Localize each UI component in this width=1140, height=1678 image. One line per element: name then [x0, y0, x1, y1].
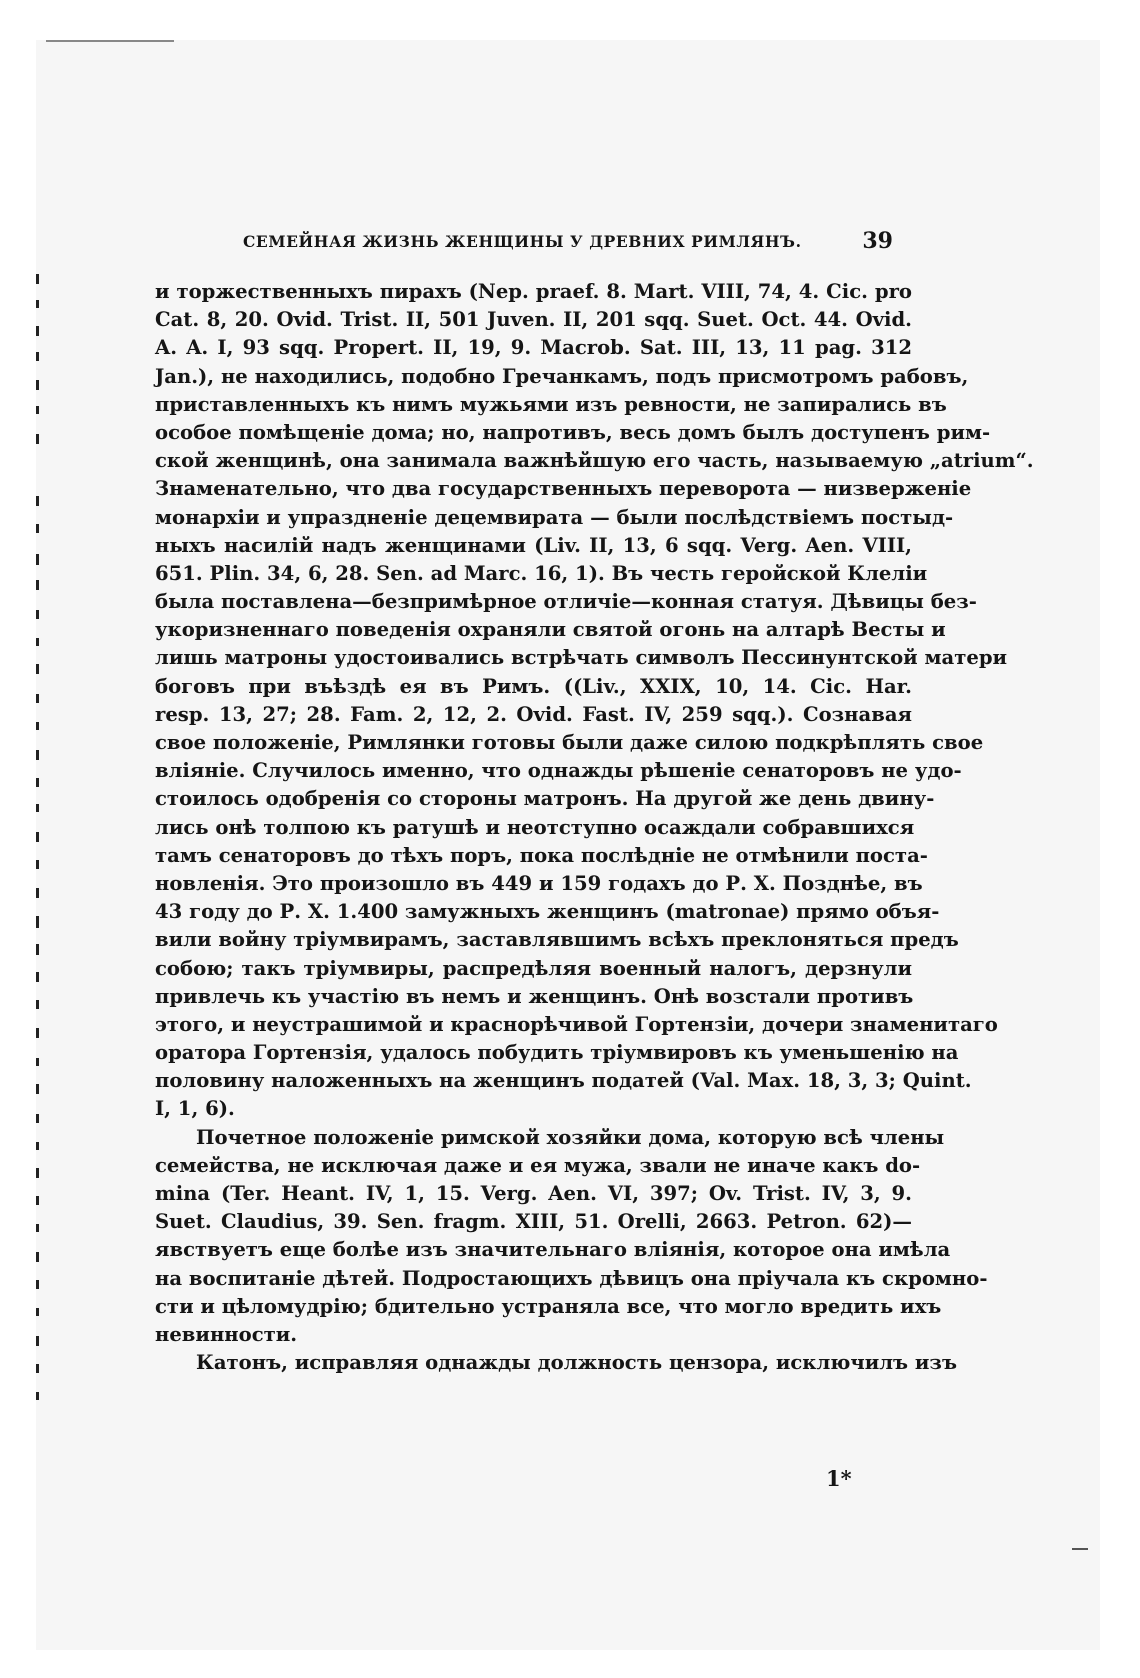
- margin-mark: [36, 1000, 39, 1009]
- margin-mark: [36, 610, 39, 619]
- text-line: Знаменательно, что два государственныхъ переворота — низверженіе: [155, 477, 972, 501]
- body-text: [155, 278, 1034, 1377]
- margin-mark: [36, 274, 39, 284]
- margin-mark: [36, 300, 39, 308]
- text-line: стоилось одобренія со стороны матронъ. На другой же день двину-: [155, 787, 935, 811]
- text-line: половину наложенныхъ на женщинъ податей (Val. Max. 18, 3, 3; Quint.: [155, 1069, 972, 1093]
- text-line: боговъ при въѣздѣ ея въ Римъ. ((Liv., XXIX, 10, 14. Cic. Har.: [155, 674, 912, 698]
- top-rule: [46, 40, 174, 42]
- text-line: A. A. I, 93 sqq. Propert. II, 19, 9. Macrob. Sat. III, 13, 11 pag. 312: [155, 336, 912, 360]
- margin-mark: [36, 434, 39, 444]
- text-line: собою; такъ тріумвиры, распредѣляя военный налогъ, дерзнули: [155, 956, 912, 980]
- margin-mark: [36, 496, 39, 506]
- text-line: 43 году до Р. Х. 1.400 замужныхъ женщинъ (matronae) прямо объя-: [155, 900, 940, 924]
- page-header: [243, 228, 893, 258]
- paragraph-start-line: Катонъ, исправляя однажды должность цензора, исключилъ изъ: [196, 1351, 957, 1375]
- margin-mark: [36, 580, 39, 590]
- margin-mark: [36, 972, 39, 982]
- margin-mark: [36, 406, 39, 414]
- text-line: resp. 13, 27; 28. Fam. 2, 12, 2. Ovid. Fast. IV, 259 sqq.). Сознавая: [155, 702, 912, 726]
- margin-mark: [36, 1058, 39, 1066]
- margin-mark: [36, 778, 39, 787]
- text-line: сти и цѣломудрію; бдительно устраняла все, что могло вредить ихъ: [155, 1294, 942, 1318]
- text-line: Suet. Claudius, 39. Sen. fragm. XIII, 51. Orelli, 2663. Petron. 62)—: [155, 1210, 912, 1234]
- margin-mark: [36, 1028, 39, 1038]
- text-line: лись онѣ толпою къ ратушѣ и неотступно осаждали собравшихся: [155, 815, 915, 839]
- margin-mark: [36, 804, 39, 812]
- text-line: ныхъ насилій надъ женщинами (Liv. II, 13, 6 sqq. Verg. Aen. VIII,: [155, 533, 912, 557]
- text-line: вили войну тріумвирамъ, заставлявшимъ всѣхъ преклоняться предъ: [155, 928, 959, 952]
- text-line: особое помѣщеніе дома; но, напротивъ, весь домъ былъ доступенъ рим-: [155, 420, 991, 444]
- margin-mark: [36, 326, 39, 336]
- margin-mark: [36, 722, 39, 730]
- text-line: вліяніе. Случилось именно, что однажды рѣшеніе сенаторовъ не удо-: [155, 759, 962, 783]
- running-title: СЕМЕЙНАЯ ЖИЗНЬ ЖЕНЩИНЫ У ДРЕВНИХ РИМЛЯНЪ.: [243, 232, 802, 251]
- margin-mark: [36, 1168, 39, 1178]
- text-line: и торжественныхъ пирахъ (Nep. praef. 8. Mart. VIII, 74, 4. Cic. pro: [155, 280, 912, 303]
- text-line: тамъ сенаторовъ до тѣхъ поръ, пока послѣдніе не отмѣнили поста-: [155, 843, 928, 867]
- margin-mark: [36, 1114, 39, 1123]
- text-line: была поставлена—безпримѣрное отличіе—конная статуя. Дѣвицы без-: [155, 590, 977, 614]
- text-line: Cat. 8, 20. Ovid. Trist. II, 501 Juven. II, 201 sqq. Suet. Oct. 44. Ovid.: [155, 308, 912, 332]
- text-line: mina (Ter. Heant. IV, 1, 15. Verg. Aen. VI, 397; Ov. Trist. IV, 3, 9.: [155, 1182, 912, 1205]
- signature-mark: 1*: [826, 1466, 852, 1491]
- text-line: новленія. Это произошло въ 449 и 159 годахъ до Р. Х. Позднѣе, въ: [155, 871, 923, 895]
- margin-mark: [36, 664, 39, 674]
- text-line: монархіи и упраздненіе децемвирата — были послѣдствіемъ постыд-: [155, 505, 954, 529]
- margin-mark: [36, 1364, 39, 1373]
- margin-mark: [36, 750, 39, 760]
- margin-mark: [36, 352, 39, 361]
- text-line: этого, и неустрашимой и краснорѣчивой Гортензіи, дочери знаменитаго: [155, 1012, 998, 1036]
- margin-mark: [36, 380, 39, 390]
- margin-mark: [36, 638, 39, 646]
- text-line: ской женщинѣ, она занимала важнѣйшую его часть, называемую „atrium“.: [155, 449, 1034, 473]
- margin-mark: [36, 832, 39, 842]
- text-line: Jan.), не находились, подобно Гречанкамъ, подъ присмотромъ рабовъ,: [155, 364, 969, 388]
- margin-mark: [36, 944, 39, 955]
- text-line: семейства, не исключая даже и ея мужа, звали не иначе какъ do-: [155, 1153, 921, 1177]
- text-line: 651. Plin. 34, 6, 28. Sen. ad Marc. 16, 1). Въ честь геройской Клеліи: [155, 561, 928, 585]
- margin-mark: [36, 1196, 39, 1205]
- text-line: лишь матроны удостоивались встрѣчать символъ Пессинунтской матери: [155, 646, 1008, 670]
- margin-mark: [36, 1224, 39, 1232]
- text-line: приставленныхъ къ нимъ мужьями изъ ревности, не запирались въ: [155, 392, 947, 416]
- text-line: укоризненнаго поведенія охраняли святой огонь на алтарѣ Весты и: [155, 618, 946, 642]
- margin-mark: [36, 1308, 39, 1316]
- margin-mark: [36, 1336, 39, 1346]
- margin-mark: [36, 694, 39, 703]
- text-line: привлечь къ участію въ немъ и женщинъ. Онѣ возстали противъ: [155, 984, 914, 1008]
- text-line: на воспитаніе дѣтей. Подростающихъ дѣвицъ она пріучала къ скромно-: [155, 1266, 988, 1290]
- margin-mark: [36, 860, 39, 869]
- text-line: оратора Гортензія, удалось побудить тріумвировъ къ уменьшенію на: [155, 1041, 959, 1065]
- margin-mark: [36, 888, 39, 898]
- margin-mark: [36, 1142, 39, 1150]
- bottom-rule: [1072, 1548, 1088, 1550]
- margin-mark: [36, 554, 39, 565]
- text-line: невинности.: [155, 1322, 298, 1346]
- margin-mark: [36, 1252, 39, 1262]
- margin-mark: [36, 1280, 39, 1289]
- margin-mark: [36, 916, 39, 928]
- text-line: свое положеніе, Римлянки готовы были даже силою подкрѣплять свое: [155, 731, 984, 754]
- margin-marks: [30, 274, 54, 1434]
- text-line: явствуетъ еще болѣе изъ значительнаго вліянія, которое она имѣла: [155, 1238, 951, 1262]
- text-line: I, 1, 6).: [155, 1097, 235, 1121]
- paragraph-start-line: Почетное положеніе римской хозяйки дома, которую всѣ члены: [196, 1125, 945, 1149]
- margin-mark: [36, 524, 39, 533]
- page-number: 39: [862, 228, 893, 254]
- margin-mark: [36, 1084, 39, 1094]
- margin-mark: [36, 1392, 39, 1400]
